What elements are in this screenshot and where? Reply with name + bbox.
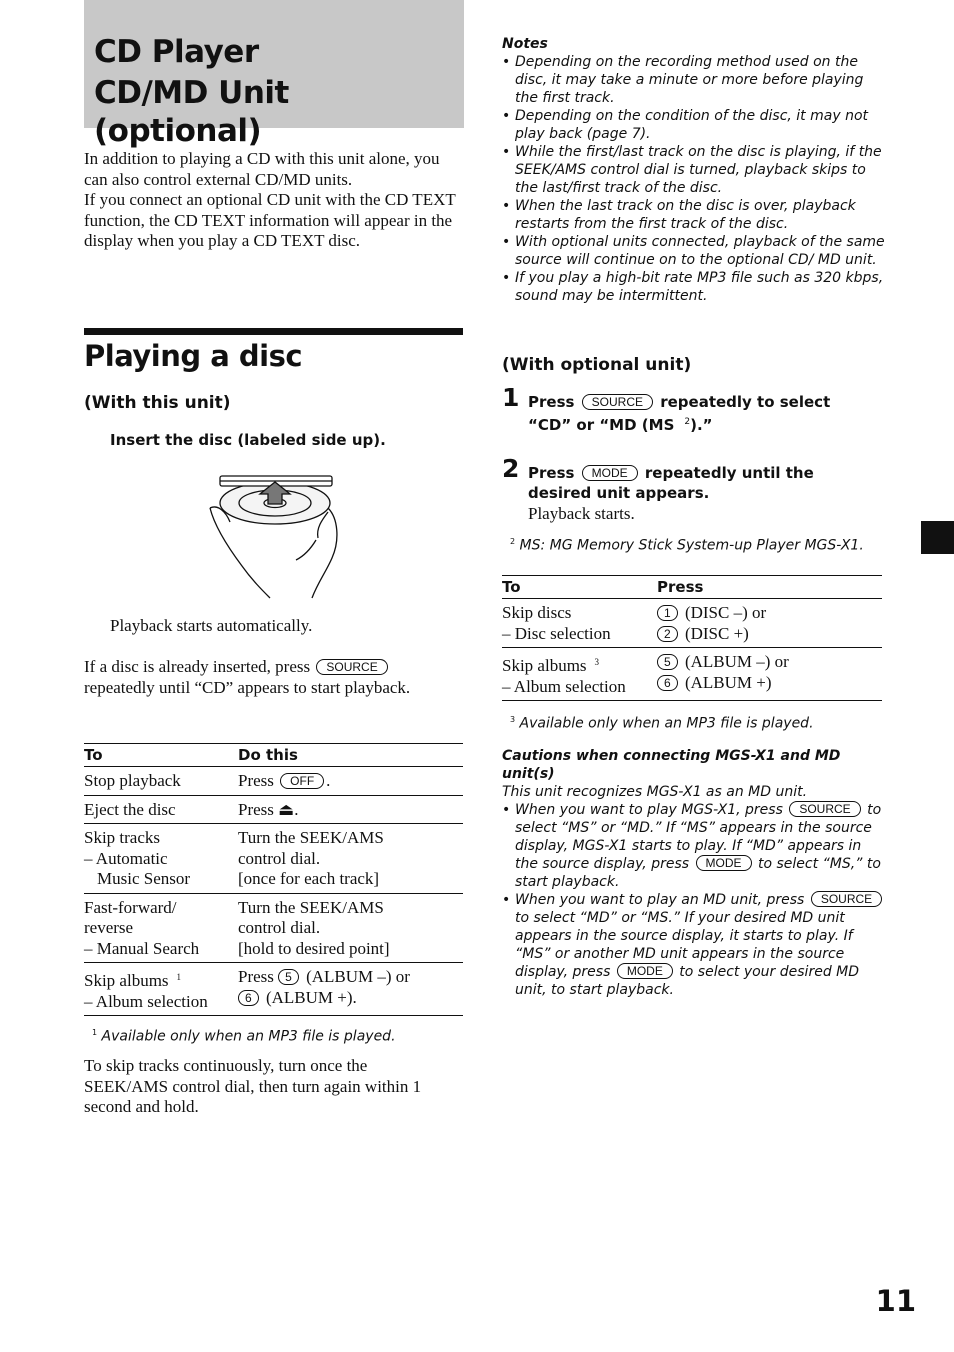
footnote-ref-1: 1	[176, 972, 182, 982]
row-press-cell: 5 (ALBUM –) or 6 (ALBUM +)	[657, 648, 882, 701]
step-2-text: Press MODE repeatedly until the desired unit appears.	[528, 464, 814, 502]
off-button: OFF	[280, 773, 324, 789]
col-header-to: To	[502, 576, 657, 599]
playback-auto-text: Playback starts automatically.	[110, 616, 313, 635]
eject-icon: ⏏	[278, 799, 295, 819]
list-item: • If you play a high-bit rate MP3 file such as 320 kbps, sound may be intermittent.	[502, 269, 887, 305]
number-6-button: 6	[238, 990, 259, 1006]
cautions-heading: Cautions when connecting MGS-X1 and MD unit(s)	[502, 748, 841, 782]
row-to-cell: Stop playback	[84, 767, 238, 796]
footnote-1: $^1$ Available only when an MP3 file is played.	[92, 1028, 396, 1045]
col-header-to: To	[84, 744, 238, 767]
intro-paragraph-1: In addition to playing a CD with this unit alone, you can also control external CD/MD units.	[84, 149, 440, 189]
list-item: • Depending on the recording method used on the disc, it may take a minute or more before playing the first track.	[502, 53, 887, 107]
already-inserted-text	[84, 657, 464, 698]
cautions-block	[502, 747, 887, 999]
table-row	[502, 648, 882, 701]
already-inserted-before: If a disc is already inserted, press	[84, 657, 311, 676]
already-inserted-after: repeatedly until “CD” appears to start playback.	[84, 677, 411, 697]
source-button: SOURCE	[811, 891, 882, 907]
source-button: SOURCE	[582, 394, 653, 410]
page-title-line2: CD/MD Unit (optional)	[94, 75, 289, 149]
step-2-number: 2	[502, 454, 520, 483]
row-to-cell: Skip albums $^3$ – Album selection	[502, 648, 657, 701]
step-1-number: 1	[502, 383, 520, 412]
title-block	[84, 0, 464, 149]
cautions-list	[502, 801, 887, 999]
skip-continuous-text: To skip tracks continuously, turn once the SEEK/AMS control dial, then turn again within 1 second and hold.	[84, 1056, 422, 1116]
col-header-do-this: Do this	[238, 744, 463, 767]
source-button: SOURCE	[316, 659, 387, 675]
number-2-button: 2	[657, 626, 678, 642]
number-6-button: 6	[657, 675, 678, 691]
notes-block	[502, 35, 887, 305]
disc-insert-illustration	[200, 468, 350, 600]
subheading-with-optional-unit: (With optional unit)	[502, 355, 692, 375]
subheading-with-this-unit: (With this unit)	[84, 393, 231, 413]
table-row	[84, 767, 463, 796]
row-to-cell: Skip tracks – Automatic Music Sensor	[84, 824, 238, 894]
mode-button: MODE	[617, 963, 673, 979]
footnote-3: $^3$ Available only when an MP3 file is played.	[510, 715, 814, 732]
row-to-cell: Fast-forward/ reverse – Manual Search	[84, 893, 238, 963]
list-item: • When you want to play an MD unit, press SOURCE to select “MD” or “MS.” If your desired MD unit appears in the source display, it starts to play. If “MS” or another MD unit appears in the source display, press MODE to select your desired MD unit, to start playback.	[502, 891, 887, 999]
footnote-2: $^2$ MS: MG Memory Stick System-up Player MGS-X1.	[510, 537, 864, 554]
row-do-cell: Press ⏏.	[238, 795, 463, 824]
right-control-table	[502, 575, 882, 701]
insert-instruction: Insert the disc (labeled side up).	[110, 431, 386, 449]
source-button: SOURCE	[789, 801, 860, 817]
row-do-cell: Turn the SEEK/AMS control dial. [once for each track]	[238, 824, 463, 894]
intro-text	[84, 149, 464, 252]
table-header-row	[502, 576, 882, 599]
list-item: • With optional units connected, playback of the same source will continue on to the optional CD/ MD unit.	[502, 233, 887, 269]
list-item: • When the last track on the disc is over, playback restarts from the first track of the disc.	[502, 197, 887, 233]
table-row	[84, 795, 463, 824]
footnote-ref-3: 3	[594, 657, 600, 667]
mode-button: MODE	[582, 465, 638, 481]
page-title-line1: CD Player	[94, 34, 259, 70]
row-do-cell: Press 5 (ALBUM –) or 6 (ALBUM +).	[238, 963, 463, 1016]
notes-list	[502, 53, 887, 305]
list-item: • While the first/last track on the disc is playing, if the SEEK/AMS control dial is turned, playback skips to the last/first track of the disc.	[502, 143, 887, 197]
row-to-cell: Skip albums $^1$ – Album selection	[84, 963, 238, 1016]
list-item: • When you want to play MGS-X1, press SOURCE to select “MS” or “MD.” If “MS” appears in the source display, MGS-X1 starts to play. If “MD” appears in the source display, press MODE to select “MS,” to start playback.	[502, 801, 887, 891]
section-heading: Playing a disc	[84, 339, 303, 373]
row-do-cell: Turn the SEEK/AMS control dial. [hold to desired point]	[238, 893, 463, 963]
table-row	[84, 824, 463, 894]
row-to-cell: Eject the disc	[84, 795, 238, 824]
table-row	[84, 963, 463, 1016]
table-header-row	[84, 744, 463, 767]
table-row	[84, 893, 463, 963]
list-item: • Depending on the condition of the disc, it may not play back (page 7).	[502, 107, 887, 143]
number-5-button: 5	[657, 654, 678, 670]
left-control-table	[84, 743, 463, 1016]
page-number: 11	[875, 1284, 916, 1318]
number-5-button: 5	[278, 969, 299, 985]
cautions-intro: This unit recognizes MGS-X1 as an MD unit.	[502, 784, 808, 800]
section-rule	[84, 328, 463, 335]
col-header-press: Press	[657, 576, 882, 599]
row-to-cell: Skip discs – Disc selection	[502, 599, 657, 648]
step-2-sub: Playback starts.	[528, 504, 635, 523]
section-tab-marker	[921, 521, 954, 554]
notes-heading: Notes	[502, 36, 548, 52]
number-1-button: 1	[657, 605, 678, 621]
mode-button: MODE	[696, 855, 752, 871]
step-1-text: Press SOURCE repeatedly to select “CD” or “MD (MS $^2$).”	[528, 393, 831, 434]
intro-paragraph-2: If you connect an optional CD unit with the CD TEXT function, the CD TEXT information will appear in the display when you play a CD TEXT disc.	[84, 190, 456, 250]
table-row	[502, 599, 882, 648]
row-press-cell: 1 (DISC –) or 2 (DISC +)	[657, 599, 882, 648]
row-do-cell: Press OFF .	[238, 767, 463, 796]
